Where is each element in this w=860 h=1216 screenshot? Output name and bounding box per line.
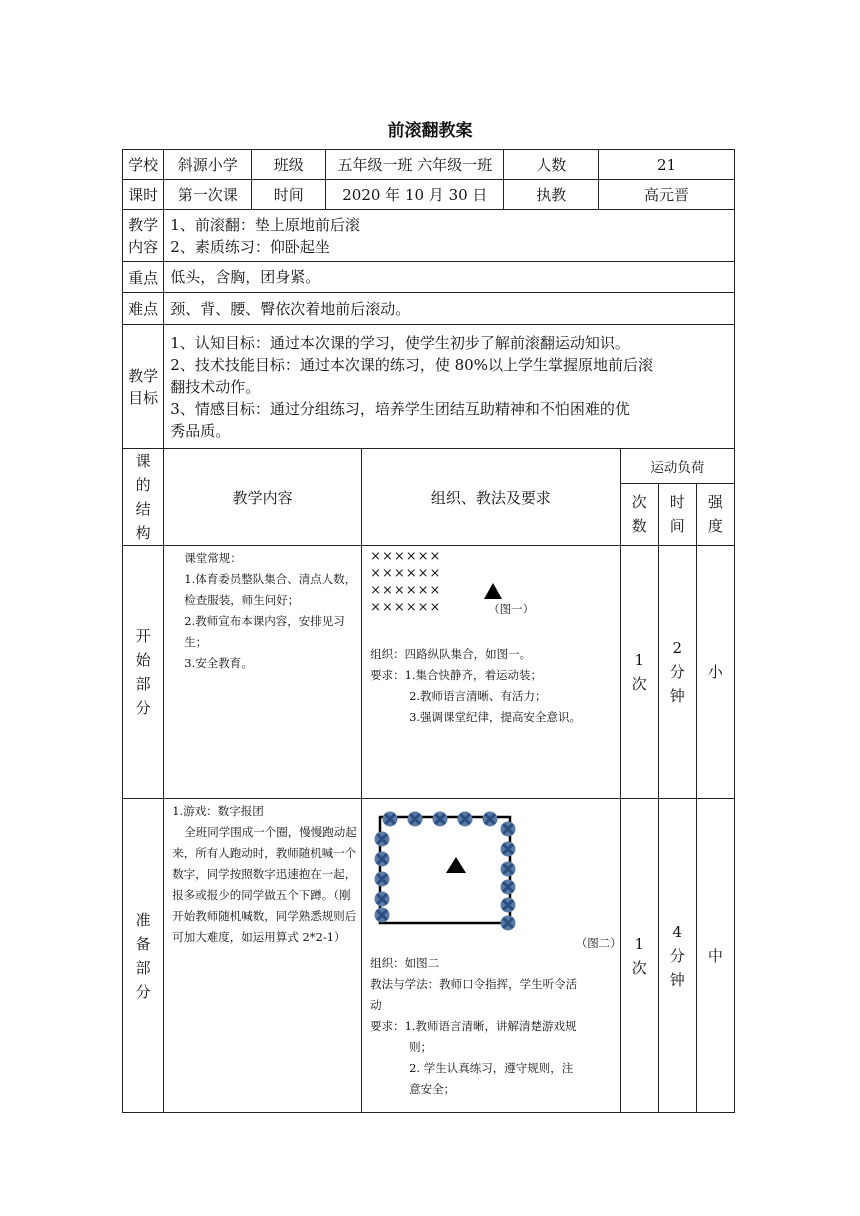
time-label: 时间	[252, 180, 326, 210]
teacher-triangle-icon	[483, 582, 503, 600]
prep-section-label: 准 备 部 分	[123, 799, 164, 1113]
start-intensity: 小	[696, 546, 734, 799]
prep-intensity: 中	[696, 799, 734, 1113]
class-value: 五年级一班 六年级一班	[326, 150, 504, 180]
count-label: 人数	[504, 150, 599, 180]
count-value: 21	[599, 150, 735, 180]
formation-figure-one	[370, 548, 628, 632]
formation-row: ××××××	[370, 549, 442, 564]
student-marker-icon	[375, 908, 390, 923]
student-marker-icon	[501, 898, 516, 913]
start-times: 1 次	[620, 546, 658, 799]
school-value: 斜源小学	[164, 150, 252, 180]
circle-game-figure	[370, 807, 530, 931]
goals-text: 1、认知目标：通过本次课的学习，使学生初步了解前滚翻运动知识。 2、技术技能目标：通过本次课的练习，使 80%以上学生掌握原地前后滚 翻技术动作。 3、情感目标：通过分组练习，培养学生团结互助精神和不怕困难的优 秀品质。	[164, 325, 735, 449]
prep-method-1: 教法与学法：教师口令指挥，学生听令活	[370, 977, 578, 991]
prep-duration: 4 分 钟	[658, 799, 696, 1113]
difficulty-text: 颈、背、腰、臀依次着地前后滚动。	[164, 293, 735, 325]
teacher-triangle-icon	[446, 857, 466, 873]
page-title: 前滚翻教案	[387, 121, 473, 141]
key-point-text: 低头，含胸，团身紧。	[164, 262, 735, 293]
student-marker-icon	[375, 872, 390, 887]
figure-one-caption: （图一）	[488, 602, 535, 616]
lesson-value: 第一次课	[164, 180, 252, 210]
load-header: 运动负荷	[620, 449, 734, 484]
prep-method-2: 动	[370, 998, 382, 1012]
start-req-2: 2.教师语言清晰、有活力；	[409, 689, 547, 703]
start-section-method	[362, 546, 621, 799]
student-marker-icon	[458, 812, 473, 827]
prep-req-2: 则；	[409, 1040, 433, 1054]
method-header: 组织、教法及要求	[362, 449, 621, 546]
prep-req-3: 2. 学生认真练习，遵守规则，注	[409, 1061, 574, 1075]
lesson-label: 课时	[123, 180, 164, 210]
start-req-1: 要求：1.集合快静齐，着运动装；	[370, 668, 543, 682]
student-marker-icon	[375, 892, 390, 907]
school-label: 学校	[123, 150, 164, 180]
formation-row: ××××××	[370, 600, 442, 615]
student-marker-icon	[408, 812, 423, 827]
figure-two-caption: （图二）	[575, 936, 622, 950]
content-header: 教学内容	[164, 449, 362, 546]
student-marker-icon	[433, 812, 448, 827]
start-req-3: 3.强调课堂纪律，提高安全意识。	[409, 710, 582, 724]
intensity-header: 强 度	[696, 483, 734, 545]
student-marker-icon	[501, 842, 516, 857]
start-section-content: 课堂常规： 1.体育委员整队集合、清点人数， 检查服装，师生问好； 2.教师宣布本课内容，安排见习 生； 3.安全教育。	[164, 546, 362, 799]
student-marker-icon	[383, 812, 398, 827]
student-marker-icon	[375, 852, 390, 867]
difficulty-label: 难点	[123, 293, 164, 325]
time-value: 2020 年 10 月 30 日	[326, 180, 504, 210]
student-marker-icon	[501, 862, 516, 877]
prep-req-4: 意安全；	[409, 1082, 456, 1096]
prep-org: 组织：如图二	[370, 956, 440, 970]
class-label: 班级	[252, 150, 326, 180]
times-header: 次 数	[620, 483, 658, 545]
duration-header: 时 间	[658, 483, 696, 545]
key-point-label: 重点	[123, 262, 164, 293]
prep-req-1: 要求：1.教师语言清晰，讲解清楚游戏规	[370, 1019, 577, 1033]
start-org: 组织：四路纵队集合，如图一。	[370, 647, 532, 661]
prep-section-content: 1.游戏：数字报团 全班同学围成一个圈，慢慢跑动起 来，所有人跑动时，教师随机喊一个 数字，同学按照数字迅速抱在一起， 报多或报少的同学做五个下蹲。（刚 开始教师随机喊数，同学熟悉规则后 可加大难度，如运用算式 2*2-1）	[164, 799, 362, 1113]
student-marker-icon	[501, 916, 516, 931]
lesson-plan-table	[122, 149, 735, 1113]
student-marker-icon	[501, 880, 516, 895]
student-marker-icon	[501, 822, 516, 837]
start-section-label: 开 始 部 分	[123, 546, 164, 799]
formation-row: ××××××	[370, 566, 442, 581]
prep-section-method	[362, 799, 621, 1113]
student-marker-icon	[483, 812, 498, 827]
student-marker-icon	[375, 832, 390, 847]
teacher-value: 高元晋	[599, 180, 735, 210]
formation-row: ××××××	[370, 583, 442, 598]
start-duration: 2 分 钟	[658, 546, 696, 799]
teacher-label: 执教	[504, 180, 599, 210]
content-text: 1、前滚翻：垫上原地前后滚 2、素质练习：仰卧起坐	[164, 210, 735, 262]
prep-times: 1 次	[620, 799, 658, 1113]
goals-label: 教学 目标	[123, 325, 164, 449]
content-label: 教学 内容	[123, 210, 164, 262]
structure-header: 课 的 结 构	[123, 449, 164, 546]
